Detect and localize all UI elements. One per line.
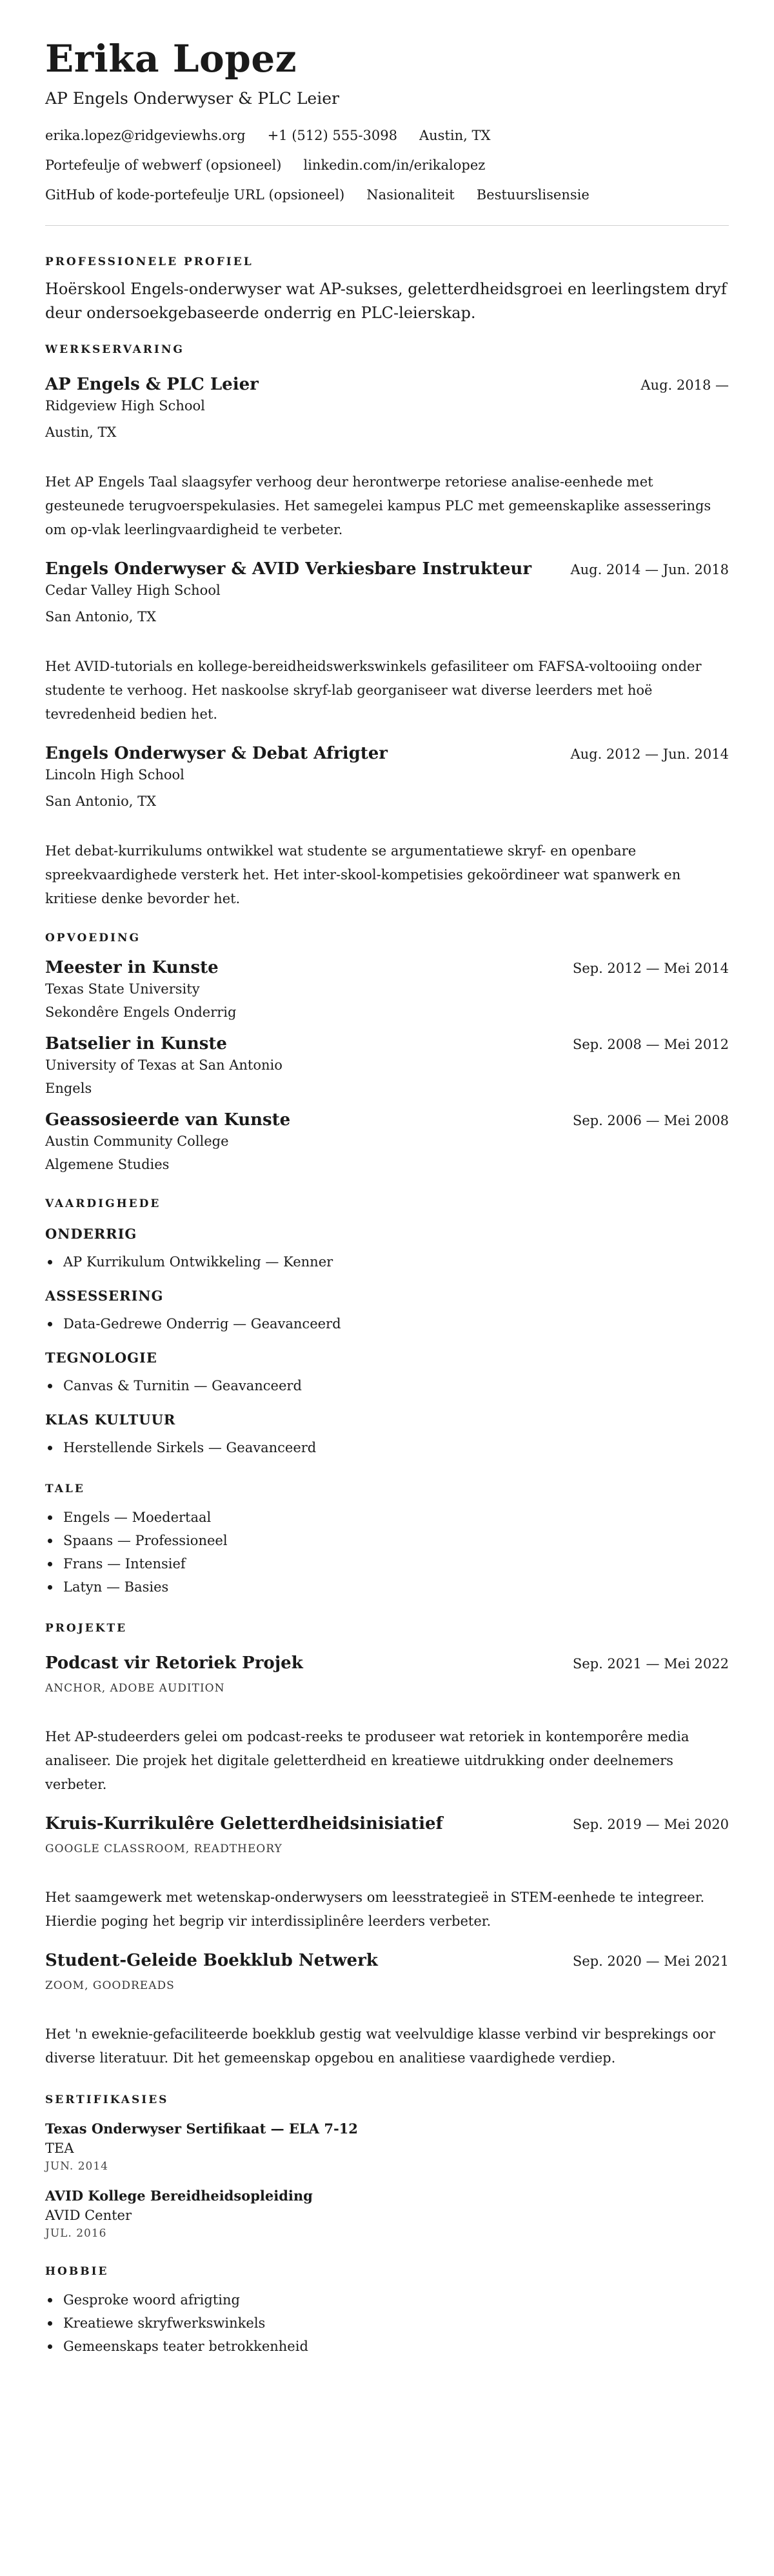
- field-of-study: Algemene Studies: [45, 1157, 170, 1172]
- project-date: Sep. 2020 — Mei 2021: [572, 1953, 729, 1969]
- project-tools: ANCHOR, ADOBE AUDITION: [45, 1682, 225, 1695]
- project-entry: [45, 1949, 729, 2070]
- project-title: Student-Geleide Boekklub Netwerk: [45, 1951, 378, 1970]
- portfolio-link[interactable]: Portefeulje of webwerf (opsioneel): [45, 157, 282, 173]
- certification-entry: [45, 2119, 729, 2175]
- education-date: Sep. 2008 — Mei 2012: [572, 1037, 729, 1052]
- project-tools: GOOGLE CLASSROOM, READTHEORY: [45, 1842, 283, 1855]
- certification-issuer: TEA: [45, 2141, 74, 2156]
- certifications-section: [45, 2092, 729, 2242]
- section-title: TALE: [45, 1483, 85, 1495]
- job-organization: Ridgeview High School: [45, 398, 205, 414]
- job-location: San Antonio, TX: [45, 609, 157, 624]
- skill-list: [45, 1250, 729, 1273]
- certification-title: AVID Kollege Bereidheidsopleiding: [45, 2188, 313, 2204]
- job-entry: [45, 373, 729, 542]
- project-date: Sep. 2019 — Mei 2020: [572, 1817, 729, 1832]
- job-description: Het debat-kurrikulums ontwikkel wat studente se argumentatiewe skryf- en openbare spreekvaardighede versterk het. Het inter-skool-kompetisies gekoördineer wat spanwerk en kritiese denke bevorder het.: [45, 843, 681, 906]
- section-title: SERTIFIKASIES: [45, 2093, 169, 2106]
- projects-section: [45, 1621, 729, 2070]
- certification-date: JUN. 2014: [45, 2160, 109, 2173]
- certification-title: Texas Onderwyser Sertifikaat — ELA 7-12: [45, 2121, 358, 2137]
- skill-category: ASSESSERING: [45, 1288, 164, 1304]
- resume-header: [45, 36, 729, 205]
- hobby-item: Kreatiewe skryfwerkswinkels: [45, 2311, 729, 2335]
- skill-item: Herstellende Sirkels — Geavanceerd: [45, 1436, 729, 1459]
- phone-number: +1 (512) 555-3098: [267, 128, 397, 143]
- field-of-study: Engels: [45, 1081, 92, 1096]
- language-item: Engels — Moedertaal: [45, 1506, 729, 1529]
- hobby-list: [45, 2288, 729, 2358]
- drivers-license: Bestuurslisensie: [476, 187, 590, 203]
- section-title: VAARDIGHEDE: [45, 1197, 161, 1210]
- project-description: Het saamgewerk met wetenskap-onderwysers om leesstrategieë in STEM-eenhede te integreer. Hierdie poging het begrip vir interdissiplinêre leerders verbeter.: [45, 1890, 705, 1929]
- skill-list: [45, 1436, 729, 1459]
- header-divider: [45, 225, 729, 226]
- education-entry: [45, 1108, 729, 1174]
- location: Austin, TX: [419, 128, 491, 143]
- section-title: PROFESSIONELE PROFIEL: [45, 255, 253, 268]
- section-title: PROJEKTE: [45, 1622, 128, 1635]
- certification-entry: [45, 2186, 729, 2242]
- project-title: Kruis-Kurrikulêre Geletterdheidsinisiatief: [45, 1814, 443, 1833]
- project-tools: ZOOM, GOODREADS: [45, 1979, 175, 1992]
- section-title: OPVOEDING: [45, 932, 141, 944]
- email-link[interactable]: erika.lopez@ridgeviewhs.org: [45, 128, 246, 143]
- links-row: [45, 155, 729, 175]
- language-list: [45, 1506, 729, 1599]
- education-section: [45, 930, 729, 1174]
- skill-item: AP Kurrikulum Ontwikkeling — Kenner: [45, 1250, 729, 1273]
- certification-issuer: AVID Center: [45, 2208, 132, 2223]
- project-description: Het AP-studeerders gelei om podcast-reeks te produseer wat retoriek in kontemporêre media analiseer. Die projek het digitale geletterdheid en kreatiewe uitdrukking onder deelnemers verbeter.: [45, 1729, 690, 1792]
- job-entry: [45, 557, 729, 726]
- school-name: Austin Community College: [45, 1133, 229, 1149]
- degree-title: Batselier in Kunste: [45, 1034, 227, 1053]
- job-date: Aug. 2018 —: [640, 377, 729, 393]
- skill-item: Canvas & Turnitin — Geavanceerd: [45, 1374, 729, 1397]
- job-title: Engels Onderwyser & AVID Verkiesbare Instrukteur: [45, 559, 532, 579]
- linkedin-link[interactable]: linkedin.com/in/erikalopez: [303, 157, 486, 173]
- job-entry: [45, 742, 729, 911]
- languages-section: [45, 1481, 729, 1599]
- skill-category: KLAS KULTUUR: [45, 1412, 176, 1428]
- project-description: Het 'n eweknie-gefaciliteerde boekklub gestig wat veelvuldige klasse verbind vir besprekings oor diverse literatuur. Dit het gemeenskap opgebou en analitiese vaardighede verdiep.: [45, 2026, 715, 2066]
- summary-text: Hoërskool Engels-onderwyser wat AP-sukses, geletterdheidsgroei en leerlingstem dryf deur ondersoekgebaseerde onderrig en PLC-leierskap.: [45, 280, 727, 322]
- education-entry: [45, 956, 729, 1022]
- job-organization: Lincoln High School: [45, 767, 184, 783]
- job-organization: Cedar Valley High School: [45, 583, 221, 598]
- job-location: Austin, TX: [45, 424, 117, 440]
- experience-section: [45, 342, 729, 911]
- section-title: HOBBIE: [45, 2265, 109, 2278]
- language-item: Frans — Intensief: [45, 1552, 729, 1575]
- job-date: Aug. 2014 — Jun. 2018: [570, 562, 729, 577]
- project-title: Podcast vir Retoriek Projek: [45, 1653, 303, 1673]
- skill-category: TEGNOLOGIE: [45, 1350, 157, 1366]
- project-entry: [45, 1812, 729, 1933]
- field-of-study: Sekondêre Engels Onderrig: [45, 1004, 237, 1020]
- education-date: Sep. 2006 — Mei 2008: [572, 1113, 729, 1128]
- github-link[interactable]: GitHub of kode-portefeulje URL (opsioneel): [45, 187, 345, 203]
- summary-section: [45, 254, 729, 325]
- language-item: Spaans — Professioneel: [45, 1529, 729, 1552]
- certification-date: JUL. 2016: [45, 2227, 107, 2240]
- job-date: Aug. 2012 — Jun. 2014: [570, 746, 729, 762]
- school-name: University of Texas at San Antonio: [45, 1057, 283, 1073]
- hobbies-section: [45, 2264, 729, 2358]
- education-date: Sep. 2012 — Mei 2014: [572, 961, 729, 976]
- contact-row: [45, 126, 729, 145]
- school-name: Texas State University: [45, 981, 200, 997]
- job-title: Engels Onderwyser & Debat Afrigter: [45, 744, 388, 763]
- job-description: Het AVID-tutorials en kollege-bereidheidswerkswinkels gefasiliteer om FAFSA-voltooiing onder studente te verhoog. Het naskoolse skryf-lab georganiseer wat diverse leerders met hoë tevredenheid bedien het.: [45, 659, 702, 722]
- section-title: WERKSERVARING: [45, 343, 184, 356]
- skills-section: [45, 1196, 729, 1459]
- job-location: San Antonio, TX: [45, 794, 157, 809]
- extra-info-row: [45, 185, 729, 205]
- language-item: Latyn — Basies: [45, 1575, 729, 1599]
- job-description: Het AP Engels Taal slaagsyfer verhoog deur herontwerpe retoriese analise-eenhede met gesteunede terugvoerspekulasies. Het samegelei kampus PLC met gemeenskaplike assesserings om op-vlak leerlingvaardigheid te verbeter.: [45, 474, 711, 537]
- hobby-item: Gesproke woord afrigting: [45, 2288, 729, 2311]
- education-entry: [45, 1032, 729, 1098]
- project-entry: [45, 1652, 729, 1797]
- job-title: AP Engels & PLC Leier: [45, 375, 259, 394]
- hobby-item: Gemeenskaps teater betrokkenheid: [45, 2335, 729, 2358]
- skill-list: [45, 1374, 729, 1397]
- skill-item: Data-Gedrewe Onderrig — Geavanceerd: [45, 1312, 729, 1335]
- nationality: Nasionaliteit: [366, 187, 455, 203]
- candidate-name: Erika Lopez: [45, 37, 297, 81]
- degree-title: Geassosieerde van Kunste: [45, 1110, 291, 1130]
- project-date: Sep. 2021 — Mei 2022: [572, 1656, 729, 1672]
- candidate-role: AP Engels Onderwyser & PLC Leier: [45, 89, 339, 108]
- degree-title: Meester in Kunste: [45, 958, 219, 977]
- skill-category: ONDERRIG: [45, 1226, 137, 1242]
- skill-list: [45, 1312, 729, 1335]
